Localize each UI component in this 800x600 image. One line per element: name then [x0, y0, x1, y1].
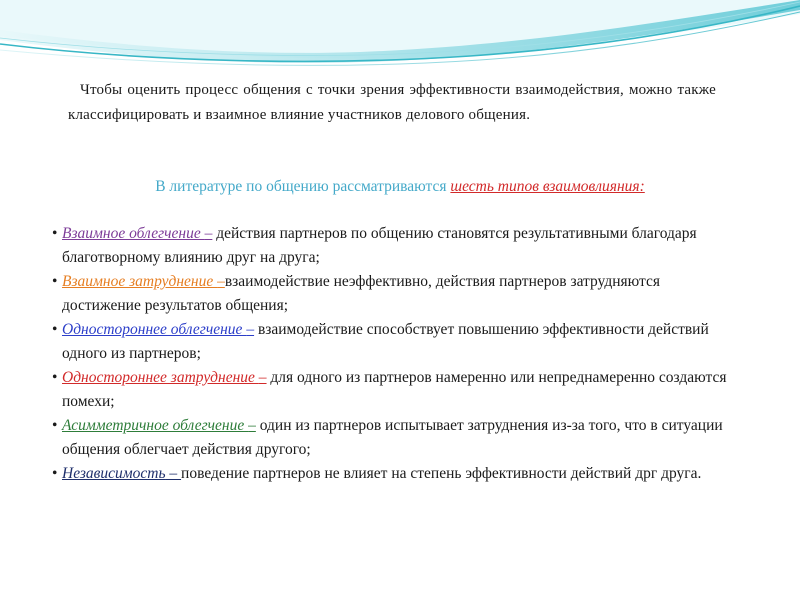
list-item: [50, 318, 740, 366]
lead-text: В литературе по общению рассматриваются: [155, 178, 451, 195]
influence-description: взаимодействие способствует повышению эффективности действий одного из партнеров;: [62, 321, 709, 362]
influence-term: Независимость: [62, 465, 166, 482]
influence-types-list: [50, 222, 740, 486]
influence-term: Одностороннее затруднение: [62, 369, 259, 386]
list-item: [50, 270, 740, 318]
bullet-icon: •: [52, 465, 58, 482]
influence-term: Взаимное облегчение: [62, 225, 205, 242]
term-dash: –: [165, 465, 182, 482]
list-item: [50, 366, 740, 414]
term-dash: –: [246, 321, 255, 338]
bullet-icon: •: [52, 417, 58, 434]
term-dash: –: [217, 273, 225, 290]
influence-description: для одного из партнеров намеренно или непреднамеренно создаются помехи;: [62, 369, 727, 410]
influence-term: Взаимное затруднение: [62, 273, 218, 290]
wave-decoration: [0, 0, 800, 70]
influence-term: Одностороннее облегчение: [62, 321, 247, 338]
influence-description: один из партнеров испытывает затруднения из-за того, что в ситуации общения облегчает действия другого;: [62, 417, 723, 458]
influence-description: действия партнеров по общению становятся результативными благодаря благотворному влиянию друг на друга;: [62, 225, 697, 266]
influence-description: взаимодействие неэффективно, действия партнеров затрудняются достижение результатов общения;: [62, 273, 660, 314]
influence-description: поведение партнеров не влияет на степень эффективности действий дрг друга.: [181, 465, 702, 482]
term-dash: –: [204, 225, 213, 242]
term-dash: –: [248, 417, 256, 434]
term-dash: –: [258, 369, 267, 386]
lead-highlight: шесть типов взаимовлияния:: [450, 178, 645, 195]
bullet-icon: •: [52, 273, 58, 290]
bullet-icon: •: [52, 321, 58, 338]
bullet-icon: •: [52, 225, 58, 242]
intro-paragraph: Чтобы оценить процесс общения с точки зрения эффективности взаимодействия, можно также классифицировать и взаимное влияние участников делового общения.: [68, 82, 716, 123]
influence-term: Асимметричное облегчение: [62, 417, 249, 434]
list-item: [50, 222, 740, 270]
bullet-icon: •: [52, 369, 58, 386]
list-item: [50, 462, 740, 486]
lead-paragraph: [60, 175, 740, 199]
list-item: [50, 414, 740, 462]
